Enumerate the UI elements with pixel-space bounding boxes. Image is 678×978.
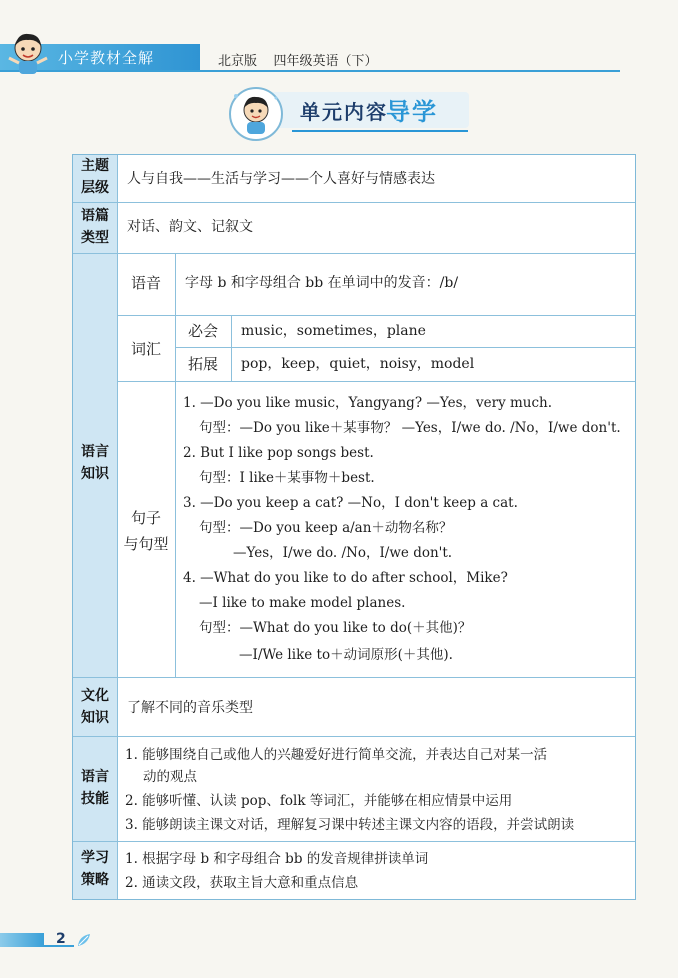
theme-label: 主题 层级 <box>81 158 109 196</box>
sentence-line: 1. —Do you like music，Yangyang? —Yes，very much. <box>183 395 553 411</box>
row-divider <box>73 202 635 203</box>
skill-line: 1. 能够围绕自己或他人的兴趣爱好进行简单交流，并表达自己对某一活 <box>125 747 548 763</box>
skill-line: 2. 能够听懂、认读 pop、folk 等词汇，并能够在相应情景中运用 <box>125 793 513 809</box>
page-number: 2 <box>56 931 66 947</box>
skill-line: 动的观点 <box>143 769 197 785</box>
skills-label: 语言 技能 <box>81 769 109 807</box>
culture-content: 了解不同的音乐类型 <box>127 700 253 716</box>
row-divider <box>117 381 635 382</box>
header-brand: 小学教材全解 <box>58 49 155 67</box>
unit-title-underline <box>292 130 468 132</box>
row-divider <box>73 253 635 254</box>
row-divider <box>73 677 635 678</box>
sentence-line: 句型：—Do you keep a/an＋动物名称？ <box>199 520 453 536</box>
vocab-must-label: 必会 <box>187 322 218 340</box>
sentence-line: 3. —Do you keep a cat? —No，I don't keep a cat. <box>183 495 518 511</box>
sentence-line: —Yes，I/we do. /No，I/we don't. <box>233 545 453 561</box>
genre-label: 语篇 类型 <box>81 208 109 246</box>
sentence-line: 句型：I like＋某事物＋best. <box>199 470 375 486</box>
culture-label: 文化 知识 <box>81 688 109 726</box>
header-edition: 北京版 四年级英语（下） <box>218 54 378 69</box>
header-rule <box>0 70 620 72</box>
unit-title-main: 单元内容 <box>300 100 388 124</box>
theme-content: 人与自我——生活与学习——个人喜好与情感表达 <box>127 171 435 187</box>
row-divider <box>73 841 635 842</box>
sentence-line: —I like to make model planes. <box>199 595 406 611</box>
column-divider <box>231 315 232 381</box>
strategy-label: 学习 策略 <box>81 850 109 888</box>
sentence-line: —I/We like to＋动词原形(＋其他). <box>239 647 453 663</box>
sentence-line: 句型：—What do you like to do(＋其他)？ <box>199 620 472 636</box>
sentence-line: 2. But I like pop songs best. <box>183 445 374 461</box>
row-divider <box>117 315 635 316</box>
vocab-extend-label: 拓展 <box>187 355 218 373</box>
phonics-label: 语音 <box>130 274 161 292</box>
row-divider <box>73 736 635 737</box>
strategy-line: 1. 根据字母 b 和字母组合 bb 的发音规律拼读单词 <box>125 851 429 867</box>
column-divider <box>175 253 176 677</box>
unit-title-highlight: 导学 <box>386 98 438 126</box>
knowledge-label: 语言 知识 <box>81 444 109 482</box>
phonics-content: 字母 b 和字母组合 bb 在单词中的发音：/b/ <box>185 275 459 291</box>
unit-guide-table <box>72 154 636 900</box>
vocab-must-content: music，sometimes，plane <box>241 323 426 339</box>
genre-content: 对话、韵文、记叙文 <box>127 219 253 235</box>
sentence-line: 句型：—Do you like＋某事物？ —Yes，I/we do. /No，I/we don't. <box>199 420 621 436</box>
footer-strip <box>0 933 44 947</box>
vocab-label: 词汇 <box>130 340 161 358</box>
row-divider <box>175 347 635 348</box>
cartoon-boy-icon <box>6 30 50 76</box>
unit-title <box>228 86 478 142</box>
sentences-label: 句子 与句型 <box>123 509 169 553</box>
cartoon-boy-badge-icon <box>228 86 284 142</box>
strategy-line: 2. 通读文段，获取主旨大意和重点信息 <box>125 875 359 891</box>
skill-line: 3. 能够朗读主课文对话，理解复习课中转述主课文内容的语段，并尝试朗读 <box>125 817 575 833</box>
leaf-icon <box>76 932 92 948</box>
sentence-line: 4. —What do you like to do after school，Mike? <box>183 570 508 586</box>
vocab-extend-content: pop，keep，quiet，noisy，model <box>241 356 475 372</box>
